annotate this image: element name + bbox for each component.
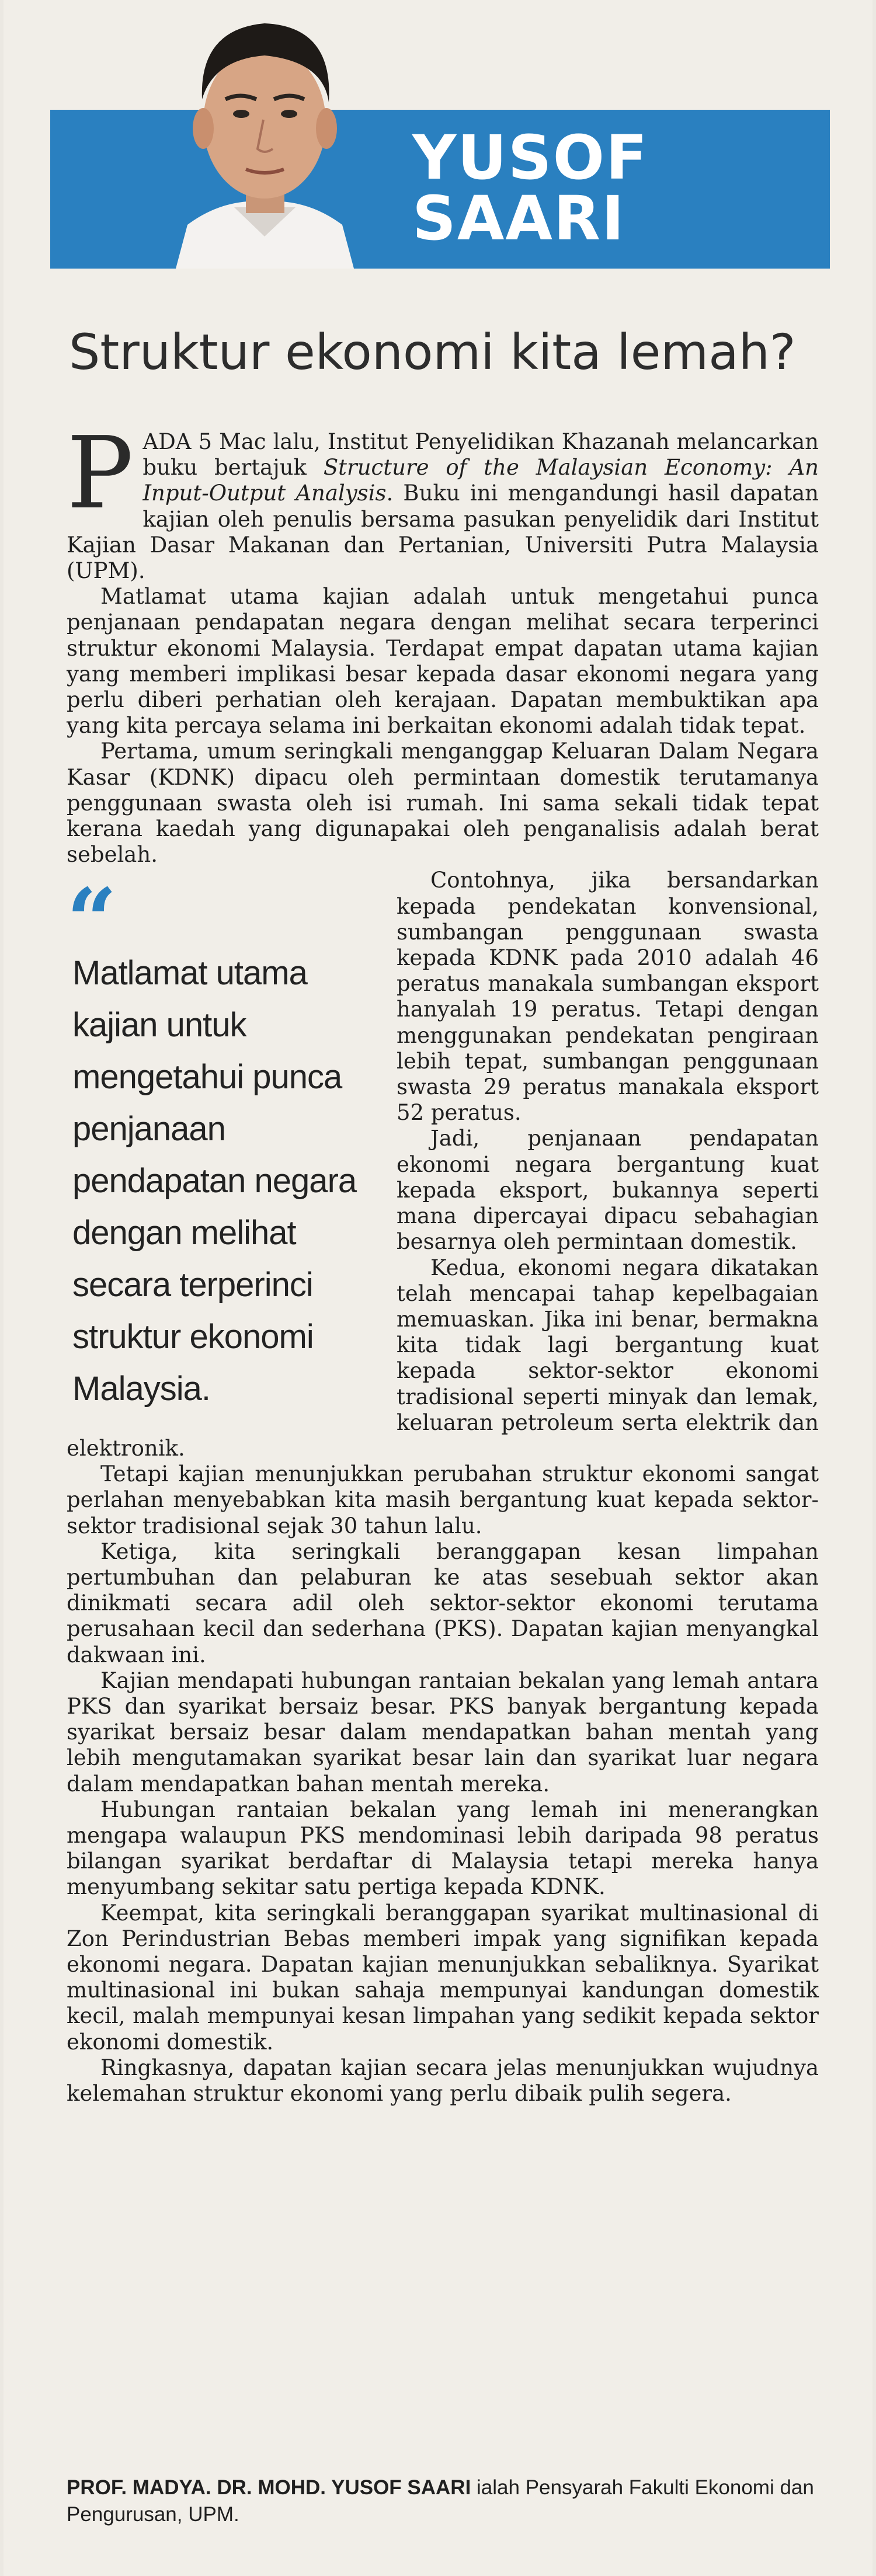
paragraph: Kedua, ekonomi negara dikatakan telah mencapai tahap kepelbagaian memuaskan. Jika ini benar, bermakna kita tidak lagi bergantung kuat kepada sektor-sektor ekonomi tradisional seperti minyak dan lemak, keluaran petroleum serta elektrik dan elektronik. — [67, 1255, 819, 1461]
pull-quote — [67, 877, 361, 1420]
paragraph: Ringkasnya, dapatan kajian secara jelas menunjukkan wujudnya kelemahan struktur ekonomi yang perlu dibaik pulih segera. — [67, 2055, 819, 2106]
newspaper-clipping — [4, 0, 872, 2576]
quote-mark-icon: “ — [67, 877, 113, 948]
author-role: ialah Pensyarah Fakulti Ekonomi dan Pengurusan, UPM. — [67, 2476, 814, 2526]
columnist-name: YUSOF SAARI — [412, 122, 649, 254]
left-eye — [233, 110, 249, 118]
paragraph: Ketiga, kita seringkali beranggapan kesan limpahan pertumbuhan dan pelaburan ke atas sesebuah sektor akan dinikmati secara adil oleh sektor-sektor ekonomi terutama perusahaan kecil dan sederhana (PKS). Dapatan kajian menyangkal dakwaan ini. — [67, 1538, 819, 1668]
article-body — [67, 416, 819, 2107]
columnist-photo — [164, 6, 366, 269]
right-ear — [316, 108, 337, 149]
paragraph: Matlamat utama kajian adalah untuk mengetahui punca penjanaan pendapatan negara dengan melihat secara terperinci struktur ekonomi Malaysia. Terdapat empat dapatan utama kajian yang memberi implikasi besar kepada dasar ekonomi negara yang perlu diberi perhatian oleh kerajaan. Dapatan membuktikan apa yang kita percaya selama ini berkaitan ekonomi adalah tidak tepat. — [67, 584, 819, 739]
paragraph: Contohnya, jika bersandarkan kepada pendekatan konvensional, sumbangan penggunaan swasta kepada KDNK pada 2010 adalah 46 peratus manakala sumbangan eksport hanyalah 19 peratus. Tetapi dengan menggunakan pendekatan pengiraan lebih tepat, sumbangan penggunaan swasta 29 peratus manakala eksport 52 peratus. — [397, 868, 819, 1126]
pull-quote-text: Matlamat utama kajian untuk mengetahui punca penjanaan pendapatan negara dengan melihat secara terperinci struktur ekonomi Malaysia. — [72, 954, 357, 1408]
lead-paragraph: PADA 5 Mac lalu, Institut Penyelidikan Khazanah melancarkan buku bertajuk Structure of the Malaysian Economy: An Input-Output Analysis. Buku ini mengandungi hasil dapatan kajian oleh penulis bersama pasukan penyelidik dari Institut Kajian Dasar Makanan dan Pertanian, Universiti Putra Malaysia (UPM). — [67, 416, 819, 584]
author-name: PROF. MADYA. DR. MOHD. YUSOF SAARI — [67, 2476, 471, 2499]
paragraph: Pertama, umum seringkali menganggap Keluaran Dalam Negara Kasar (KDNK) dipacu oleh permintaan domestik terutamanya penggunaan swasta oleh isi rumah. Ini sama sekali tidak tepat kerana kaedah yang digunapakai oleh penganalisis adalah berat sebelah. — [67, 739, 819, 868]
paragraph: Tetapi kajian menunjukkan perubahan struktur ekonomi sangat perlahan menyebabkan kita masih bergantung kuat kepada sektor-sektor tradisional sejak 30 tahun lalu. — [67, 1461, 819, 1538]
book-title: Structure of the Malaysian Economy: An Input-Output Analysis — [142, 455, 819, 506]
paragraph: Jadi, penjanaan pendapatan ekonomi negara bergantung kuat kepada eksport, bukannya seperti mana dipercayai dipacu sebahagian besarnya oleh permintaan domestik. — [397, 1126, 819, 1255]
paragraph: Keempat, kita seringkali beranggapan syarikat multinasional di Zon Perindustrian Bebas memberi impak yang signifikan kepada ekonomi negara. Dapatan kajian menunjukkan sebaliknya. Syarikat multinasional ini bukan sahaja mempunyai kandungan domestik kecil, malah mempunyai kesan limpahan yang sedikit kepada sektor ekonomi domestik. — [67, 1900, 819, 2055]
paragraph: Kajian mendapati hubungan rantaian bekalan yang lemah antara PKS dan syarikat bersaiz besar. PKS banyak bergantung kepada syarikat bersaiz besar dalam mendapatkan bahan mentah yang lebih mengutamakan syarikat besar lain dan syarikat luar negara dalam mendapatkan bahan mentah mereka. — [67, 1668, 819, 1797]
author-note — [67, 2474, 820, 2528]
drop-cap: P — [67, 416, 134, 531]
left-ear — [193, 108, 214, 149]
headline: Struktur ekonomi kita lemah? — [69, 323, 796, 381]
paragraph: Hubungan rantaian bekalan yang lemah ini menerangkan mengapa walaupun PKS mendominasi lebih daripada 98 peratus bilangan syarikat berdaftar di Malaysia tetapi mereka hanya menyumbang sekitar satu pertiga kepada KDNK. — [67, 1797, 819, 1900]
right-eye — [281, 110, 297, 118]
